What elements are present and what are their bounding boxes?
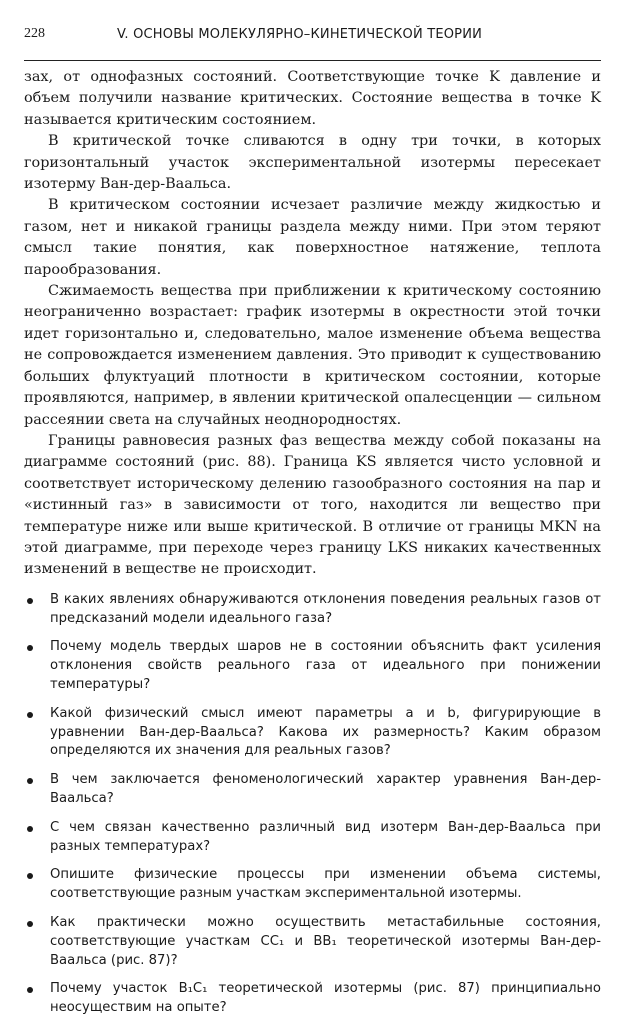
paragraph-phase-boundary-vanishes: В критическом состоянии исчезает различие между жидкостью и газом, нет и никакой границы раздела между ними. При этом теряют смысл такие понятия, как поверхностное натяжение, теплота парообразования. <box>24 197 601 278</box>
question-item <box>24 914 601 970</box>
bullet-icon <box>27 645 33 651</box>
bullet-icon <box>27 712 33 718</box>
question-text: Почему участок B₁C₁ теоретической изотермы (рис. 87) принципиально неосуществим на опыте? <box>50 981 601 1016</box>
paragraph-critical-point: В критической точке сливаются в одну три точки, в которых горизонтальный участок экспериментальной изотермы пересекает изотерму Ван-дер-Ваальса. <box>24 133 601 193</box>
question-item <box>24 705 601 761</box>
chapter-title: V. ОСНОВЫ МОЛЕКУЛЯРНО–КИНЕТИЧЕСКОЙ ТЕОРИИ <box>117 27 483 42</box>
bullet-icon <box>27 921 33 927</box>
paragraph-compressibility: Сжимаемость вещества при приближении к критическому состоянию неограниченно возрастает: график изотермы в окрестности этой точки идет горизонтально и, следовательно, малое изменение объема вещества не сопровождается изменением давления. Это приводит к существованию больших флуктуаций плотности в критическом состоянии, которые проявляются, например, в явлении критической опалесценции — сильном рассеянии света на случайных неоднородностях. <box>24 283 601 428</box>
question-item <box>24 771 601 809</box>
question-text: Опишите физические процессы при изменении объема системы, соответствующие разным участкам экспериментальной изотермы. <box>50 867 601 902</box>
running-head <box>24 24 601 61</box>
question-item <box>24 819 601 857</box>
book-page <box>24 0 601 1016</box>
question-text: С чем связан качественно различный вид изотерм Ван-дер-Ваальса при разных температурах? <box>50 819 601 854</box>
question-text: Как практически можно осуществить метастабильные состояния, соответствующие участкам CC₁ и BB₁ теоретической изотермы Ван-дер-Ваальса (рис. 87)? <box>50 914 601 968</box>
bullet-icon <box>27 826 33 832</box>
question-item <box>24 638 601 694</box>
bullet-icon <box>27 778 33 784</box>
bullet-icon <box>27 987 33 993</box>
question-item <box>24 866 601 904</box>
bullet-icon <box>27 598 33 604</box>
question-text: В каких явлениях обнаруживаются отклонения поведения реальных газов от предсказаний модели идеального газа? <box>50 591 601 626</box>
question-text: В чем заключается феноменологический характер уравнения Ван-дер-Ваальса? <box>50 772 601 806</box>
question-item <box>24 591 601 629</box>
page-number: 228 <box>24 26 45 41</box>
question-item <box>24 980 601 1018</box>
paragraph-phase-diagram: Границы равновесия разных фаз вещества между собой показаны на диаграмме состояний (рис. 88). Граница KS является чисто условной и соответствует историческому делению газообразного состояния на пар и «истинный газ» в зависимости от того, находится ли вещество при температуре ниже или выше критической. В отличие от границы MKN на этой диаграмме, при переходе через границу LKS никаких качественных изменений в веществе не происходит. <box>24 432 601 578</box>
body-text <box>24 67 601 581</box>
bullet-icon <box>27 873 33 879</box>
review-questions <box>24 591 601 1018</box>
question-text: Почему модель твердых шаров не в состоянии объяснить факт усиления отклонения свойств реального газа от идеального при понижении температуры? <box>50 639 601 692</box>
question-text: Какой физический смысл имеют параметры a и b, фигурирующие в уравнении Ван-дер-Ваальса? Какова их размерность? Каким образом определяются их значения для реальных газов? <box>50 705 601 759</box>
paragraph-critical-state-definition: зах, от однофазных состояний. Соответствующие точке K давление и объем получили название критических. Состояние вещества в точке K называется критическим состоянием. <box>24 69 601 128</box>
